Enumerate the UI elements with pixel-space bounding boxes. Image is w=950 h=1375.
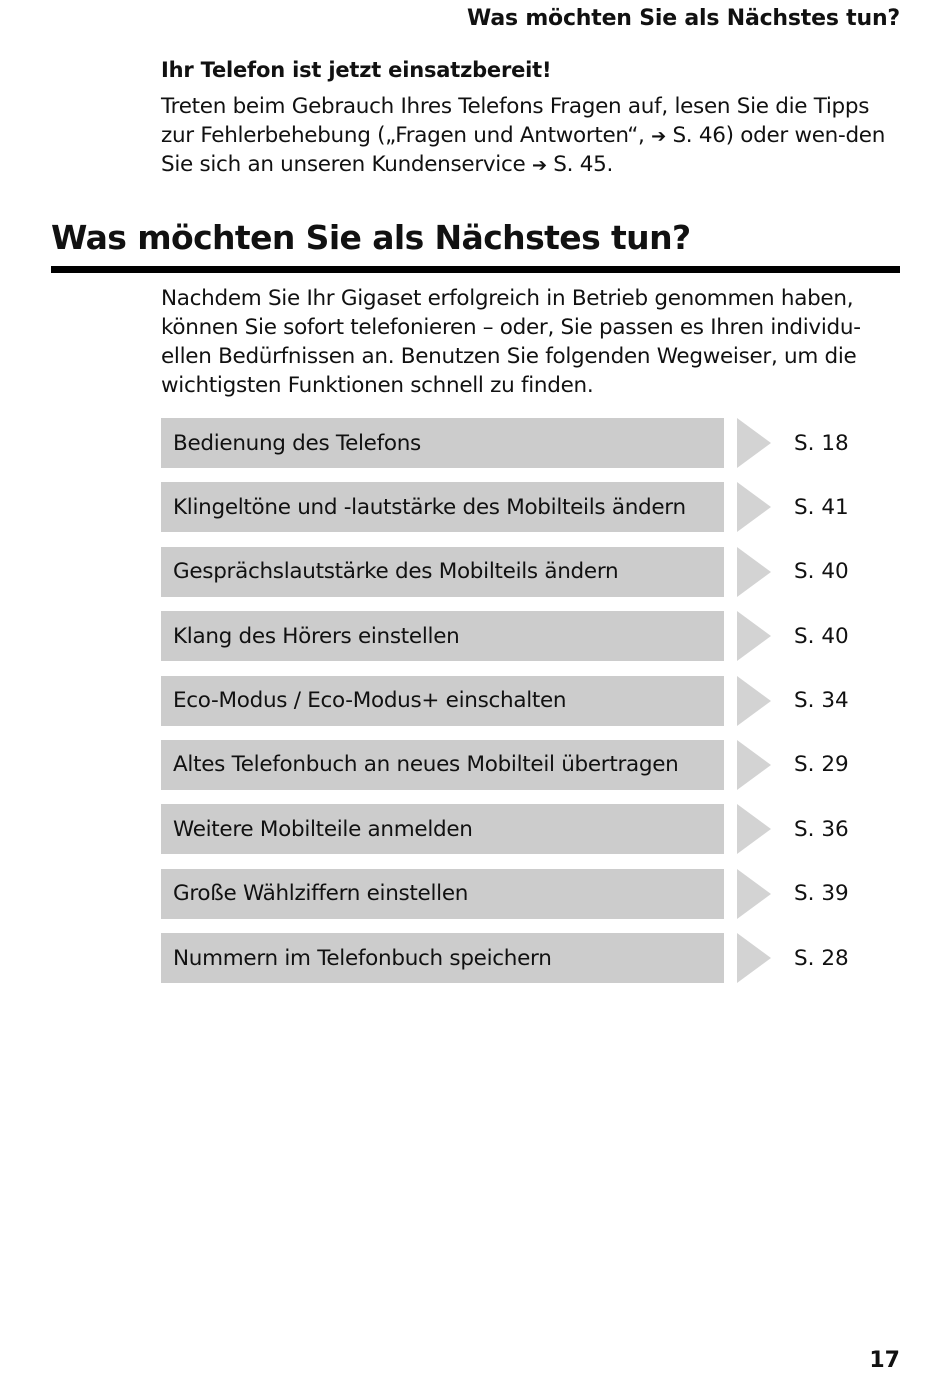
triangle-arrow-icon bbox=[737, 740, 771, 790]
triangle-arrow-icon bbox=[737, 869, 771, 919]
triangle-arrow-icon bbox=[737, 611, 771, 661]
guide-item-page[interactable]: S. 34 bbox=[794, 688, 849, 714]
guide-item-label[interactable]: Klang des Hörers einstellen bbox=[161, 611, 724, 661]
guide-item-label[interactable]: Eco-Modus / Eco-Modus+ einschalten bbox=[161, 676, 724, 726]
guide-row[interactable] bbox=[161, 740, 901, 790]
triangle-arrow-icon bbox=[737, 482, 771, 532]
intro-text-part1: Treten beim Gebrauch Ihres Telefons Fragen auf, lesen Sie die Tipps zur Fehlerbehebung („Fragen und Antworten“, bbox=[161, 94, 870, 148]
guide-row[interactable] bbox=[161, 676, 901, 726]
guide-row[interactable] bbox=[161, 869, 901, 919]
guide-list bbox=[161, 418, 901, 998]
guide-row[interactable] bbox=[161, 611, 901, 661]
guide-item-label[interactable]: Altes Telefonbuch an neues Mobilteil übertragen bbox=[161, 740, 724, 790]
guide-item-page[interactable]: S. 29 bbox=[794, 752, 849, 778]
guide-item-label[interactable]: Nummern im Telefonbuch speichern bbox=[161, 933, 724, 983]
guide-item-page[interactable]: S. 41 bbox=[794, 494, 849, 520]
arrow-right-icon: ➔ bbox=[651, 125, 666, 147]
guide-item-label[interactable]: Gesprächslautstärke des Mobilteils ändern bbox=[161, 547, 724, 597]
intro-ref-service[interactable]: S. 45. bbox=[553, 152, 614, 177]
triangle-arrow-icon bbox=[737, 418, 771, 468]
running-header: Was möchten Sie als Nächstes tun? bbox=[467, 6, 900, 31]
triangle-arrow-icon bbox=[737, 676, 771, 726]
intro-text-part2: ) oder wen-den Sie sich an unseren Kundenservice bbox=[161, 122, 886, 177]
guide-row[interactable] bbox=[161, 547, 901, 597]
guide-item-label[interactable]: Weitere Mobilteile anmelden bbox=[161, 804, 724, 854]
guide-item-page[interactable]: S. 40 bbox=[794, 559, 849, 585]
intro-block bbox=[161, 58, 901, 181]
section-rule bbox=[51, 266, 900, 273]
guide-row[interactable] bbox=[161, 804, 901, 854]
guide-item-page[interactable]: S. 36 bbox=[794, 816, 849, 842]
intro-text bbox=[161, 93, 901, 181]
section-body: Nachdem Sie Ihr Gigaset erfolgreich in Betrieb genommen haben, können Sie sofort telefonieren – oder, Sie passen es Ihren individu-ellen Bedürfnissen an. Benutzen Sie folgenden Wegweiser, um die wichtigsten Funktionen schnell zu finden. bbox=[161, 286, 861, 398]
guide-row[interactable] bbox=[161, 482, 901, 532]
intro-heading: Ihr Telefon ist jetzt einsatzbereit! bbox=[161, 58, 552, 82]
guide-row[interactable] bbox=[161, 933, 901, 983]
guide-item-page[interactable]: S. 18 bbox=[794, 430, 849, 456]
triangle-arrow-icon bbox=[737, 547, 771, 597]
arrow-right-icon: ➔ bbox=[531, 155, 547, 176]
section-title: Was möchten Sie als Nächstes tun? bbox=[51, 218, 691, 257]
page-number: 17 bbox=[869, 1348, 900, 1373]
guide-item-page[interactable]: S. 40 bbox=[794, 623, 849, 649]
guide-item-label[interactable]: Klingeltöne und -lautstärke des Mobilteils ändern bbox=[161, 482, 724, 532]
triangle-arrow-icon bbox=[737, 933, 771, 983]
triangle-arrow-icon bbox=[737, 804, 771, 854]
intro-ref-faq[interactable]: S. 46 bbox=[672, 122, 726, 148]
guide-item-page[interactable]: S. 28 bbox=[794, 945, 849, 971]
guide-row[interactable] bbox=[161, 418, 901, 468]
guide-item-page[interactable]: S. 39 bbox=[794, 881, 849, 907]
guide-item-label[interactable]: Große Wählziffern einstellen bbox=[161, 869, 724, 919]
guide-item-label[interactable]: Bedienung des Telefons bbox=[161, 418, 724, 468]
